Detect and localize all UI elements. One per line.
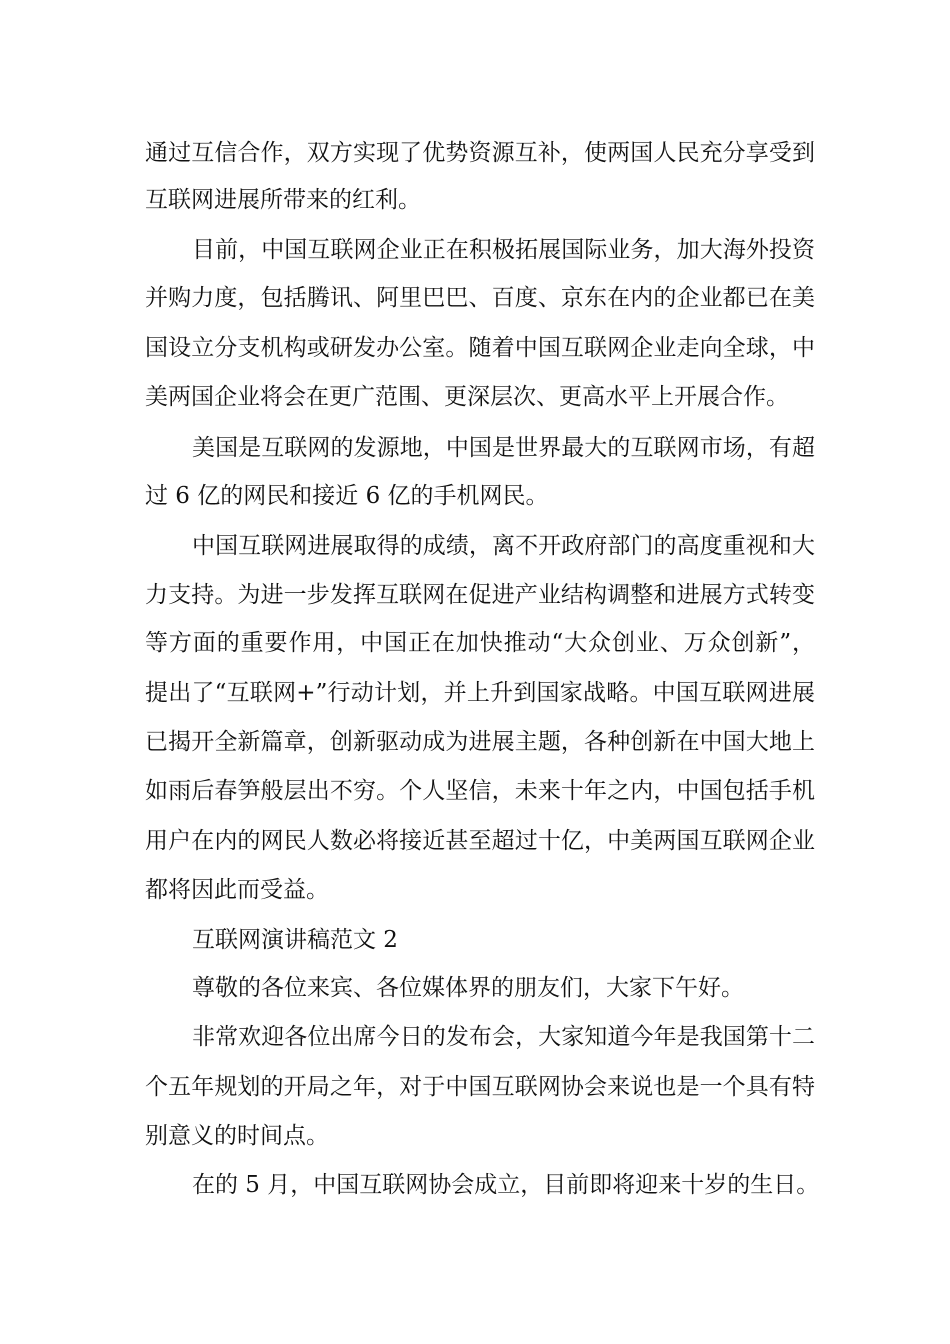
text-line: 已揭开全新篇章，创新驱动成为进展主题，各种创新在中国大地上 (145, 729, 815, 755)
text-line: 个五年规划的开局之年，对于中国互联网协会来说也是一个具有特 (145, 1074, 815, 1100)
text-line: 并购力度，包括腾讯、阿里巴巴、百度、京东在内的企业都已在美 (145, 285, 815, 311)
text-line: 等方面的重要作用，中国正在加快推动“大众创业、万众创新”， (145, 630, 815, 656)
text-line: 目前，中国互联网企业正在积极拓展国际业务，加大海外投资 (192, 237, 815, 263)
section-heading: 互联网演讲稿范文 2 (192, 927, 398, 953)
text-line: 通过互信合作，双方实现了优势资源互补，使两国人民充分享受到 (145, 140, 815, 166)
text-line: 都将因此而受益。 (145, 877, 329, 903)
text-line: 尊敬的各位来宾、各位媒体界的朋友们，大家下午好。 (192, 975, 744, 1001)
text-line: 中国互联网进展取得的成绩，离不开政府部门的高度重视和大 (192, 533, 815, 559)
text-line: 如雨后春笋般层出不穷。个人坚信，未来十年之内，中国包括手机 (145, 778, 815, 804)
text-line: 别意义的时间点。 (145, 1123, 329, 1149)
text-line: 美两国企业将会在更广范围、更深层次、更高水平上开展合作。 (145, 384, 789, 410)
text-line: 用户在内的网民人数必将接近甚至超过十亿，中美两国互联网企业 (145, 828, 815, 854)
text-line: 在的 5 月，中国互联网协会成立，目前即将迎来十岁的生日。 (192, 1172, 820, 1198)
text-line: 力支持。为进一步发挥互联网在促进产业结构调整和进展方式转变 (145, 582, 815, 608)
text-line: 国设立分支机构或研发办公室。随着中国互联网企业走向全球，中 (145, 335, 815, 361)
text-line: 提出了“互联网+”行动计划，并上升到国家战略。中国互联网进展 (145, 680, 815, 706)
text-line: 互联网进展所带来的红利。 (145, 187, 421, 213)
text-line: 美国是互联网的发源地，中国是世界最大的互联网市场，有超 (192, 435, 815, 461)
text-line: 非常欢迎各位出席今日的发布会，大家知道今年是我国第十二 (192, 1024, 815, 1050)
text-line: 过 6 亿的网民和接近 6 亿的手机网民。 (145, 483, 549, 509)
